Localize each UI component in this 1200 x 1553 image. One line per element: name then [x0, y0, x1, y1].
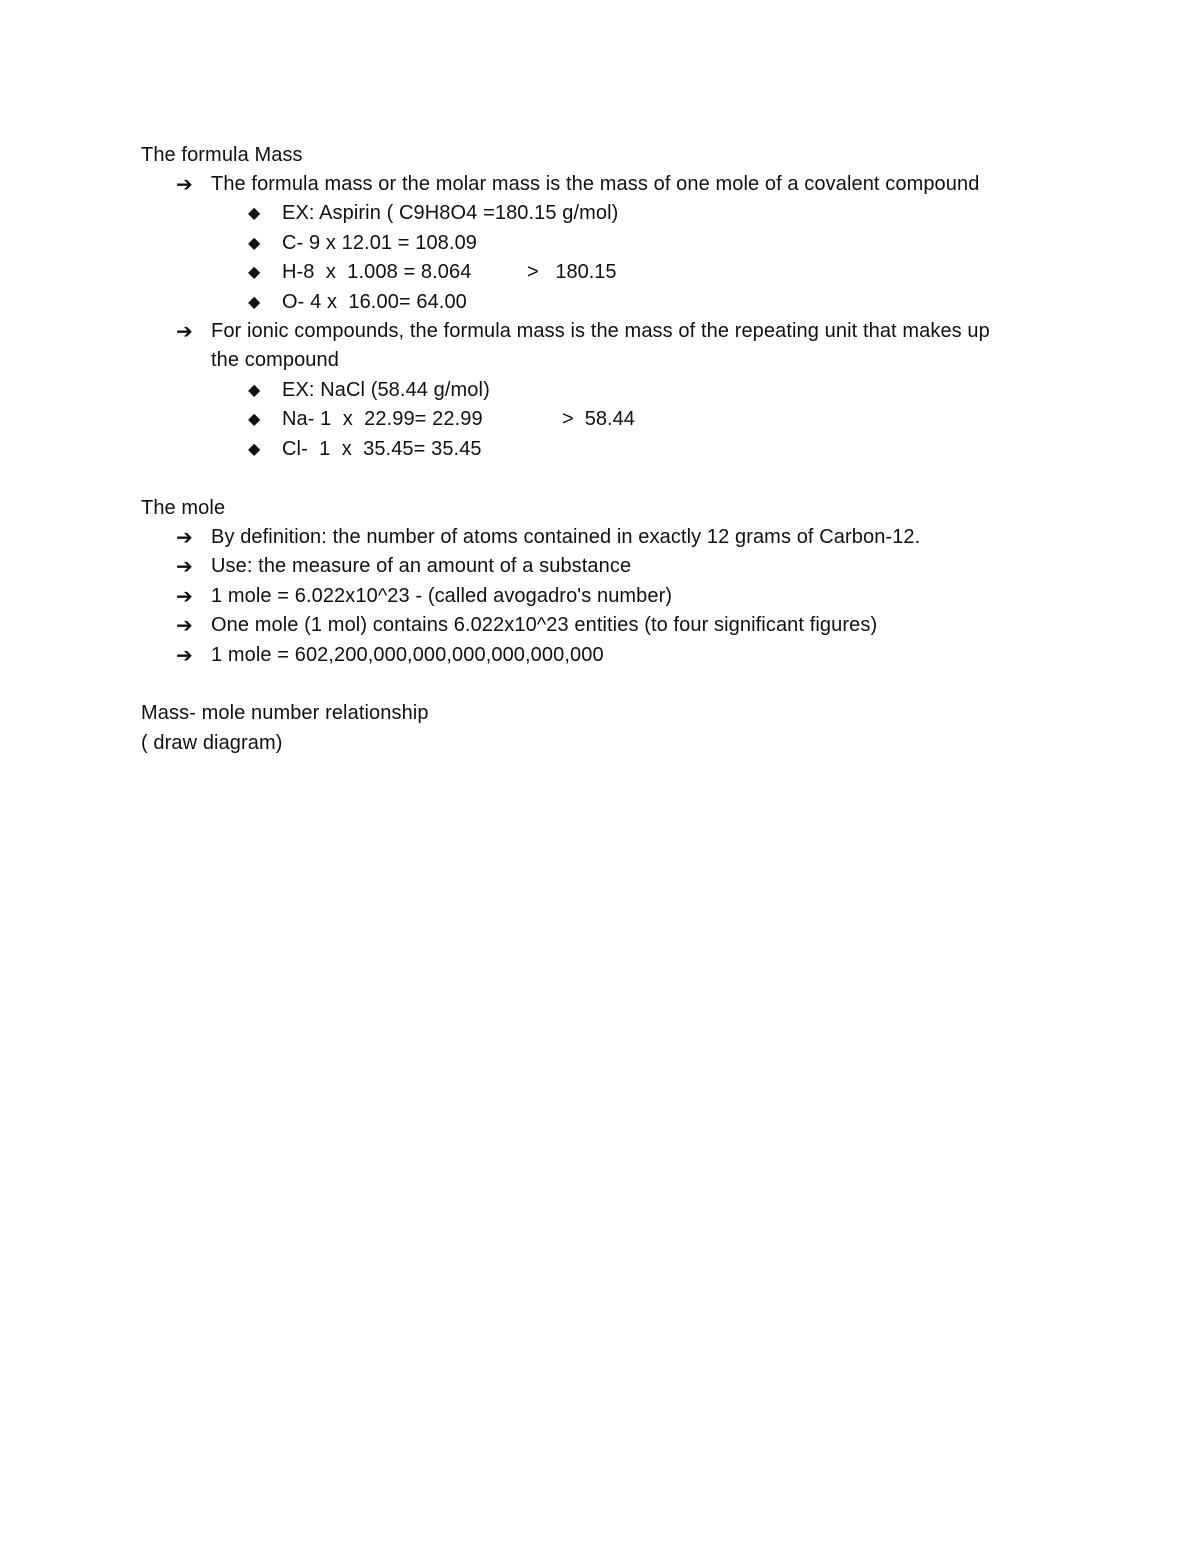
covalent-example-line: H-8 x 1.008 = 8.064: [282, 261, 472, 283]
diamond-bullet-icon: ◆: [248, 292, 261, 311]
diamond-bullet-icon: ◆: [248, 380, 261, 399]
ionic-example-line: Cl- 1 x 35.45= 35.45: [282, 438, 482, 460]
covalent-total: > 180.15: [527, 261, 617, 283]
mole-heading: The mole: [141, 497, 226, 519]
formula-mass-point-2: For ionic compounds, the formula mass is the mass of the repeating unit that makes up: [211, 320, 990, 342]
mole-point: Use: the measure of an amount of a substance: [211, 555, 632, 577]
covalent-example-line: C- 9 x 12.01 = 108.09: [282, 232, 478, 254]
mole-point: By definition: the number of atoms contained in exactly 12 grams of Carbon-12.: [211, 526, 921, 548]
diamond-bullet-icon: ◆: [248, 439, 261, 458]
formula-mass-point-1: The formula mass or the molar mass is the mass of one mole of a covalent compound: [211, 173, 980, 195]
right-arrow-icon: ➔: [176, 319, 193, 343]
diamond-bullet-icon: ◆: [248, 409, 261, 428]
formula-mass-point-2-continued: the compound: [211, 349, 339, 371]
ionic-example-line: Na- 1 x 22.99= 22.99: [282, 408, 483, 430]
ionic-total: > 58.44: [562, 408, 635, 430]
right-arrow-icon: ➔: [176, 584, 193, 608]
mole-point: 1 mole = 602,200,000,000,000,000,000,000: [211, 644, 604, 666]
relationship-heading: Mass- mole number relationship: [141, 702, 429, 724]
diamond-bullet-icon: ◆: [248, 262, 261, 281]
formula-mass-heading: The formula Mass: [141, 144, 303, 166]
right-arrow-icon: ➔: [176, 525, 193, 549]
mole-point: One mole (1 mol) contains 6.022x10^23 entities (to four significant figures): [211, 614, 878, 636]
right-arrow-icon: ➔: [176, 643, 193, 667]
covalent-example-line: EX: Aspirin ( C9H8O4 =180.15 g/mol): [282, 202, 619, 224]
diamond-bullet-icon: ◆: [248, 233, 261, 252]
right-arrow-icon: ➔: [176, 554, 193, 578]
right-arrow-icon: ➔: [176, 172, 193, 196]
relationship-note: ( draw diagram): [141, 732, 283, 754]
right-arrow-icon: ➔: [176, 613, 193, 637]
diamond-bullet-icon: ◆: [248, 203, 261, 222]
mole-point: 1 mole = 6.022x10^23 - (called avogadro's number): [211, 585, 673, 607]
ionic-example-line: EX: NaCl (58.44 g/mol): [282, 379, 490, 401]
covalent-example-line: O- 4 x 16.00= 64.00: [282, 291, 467, 313]
